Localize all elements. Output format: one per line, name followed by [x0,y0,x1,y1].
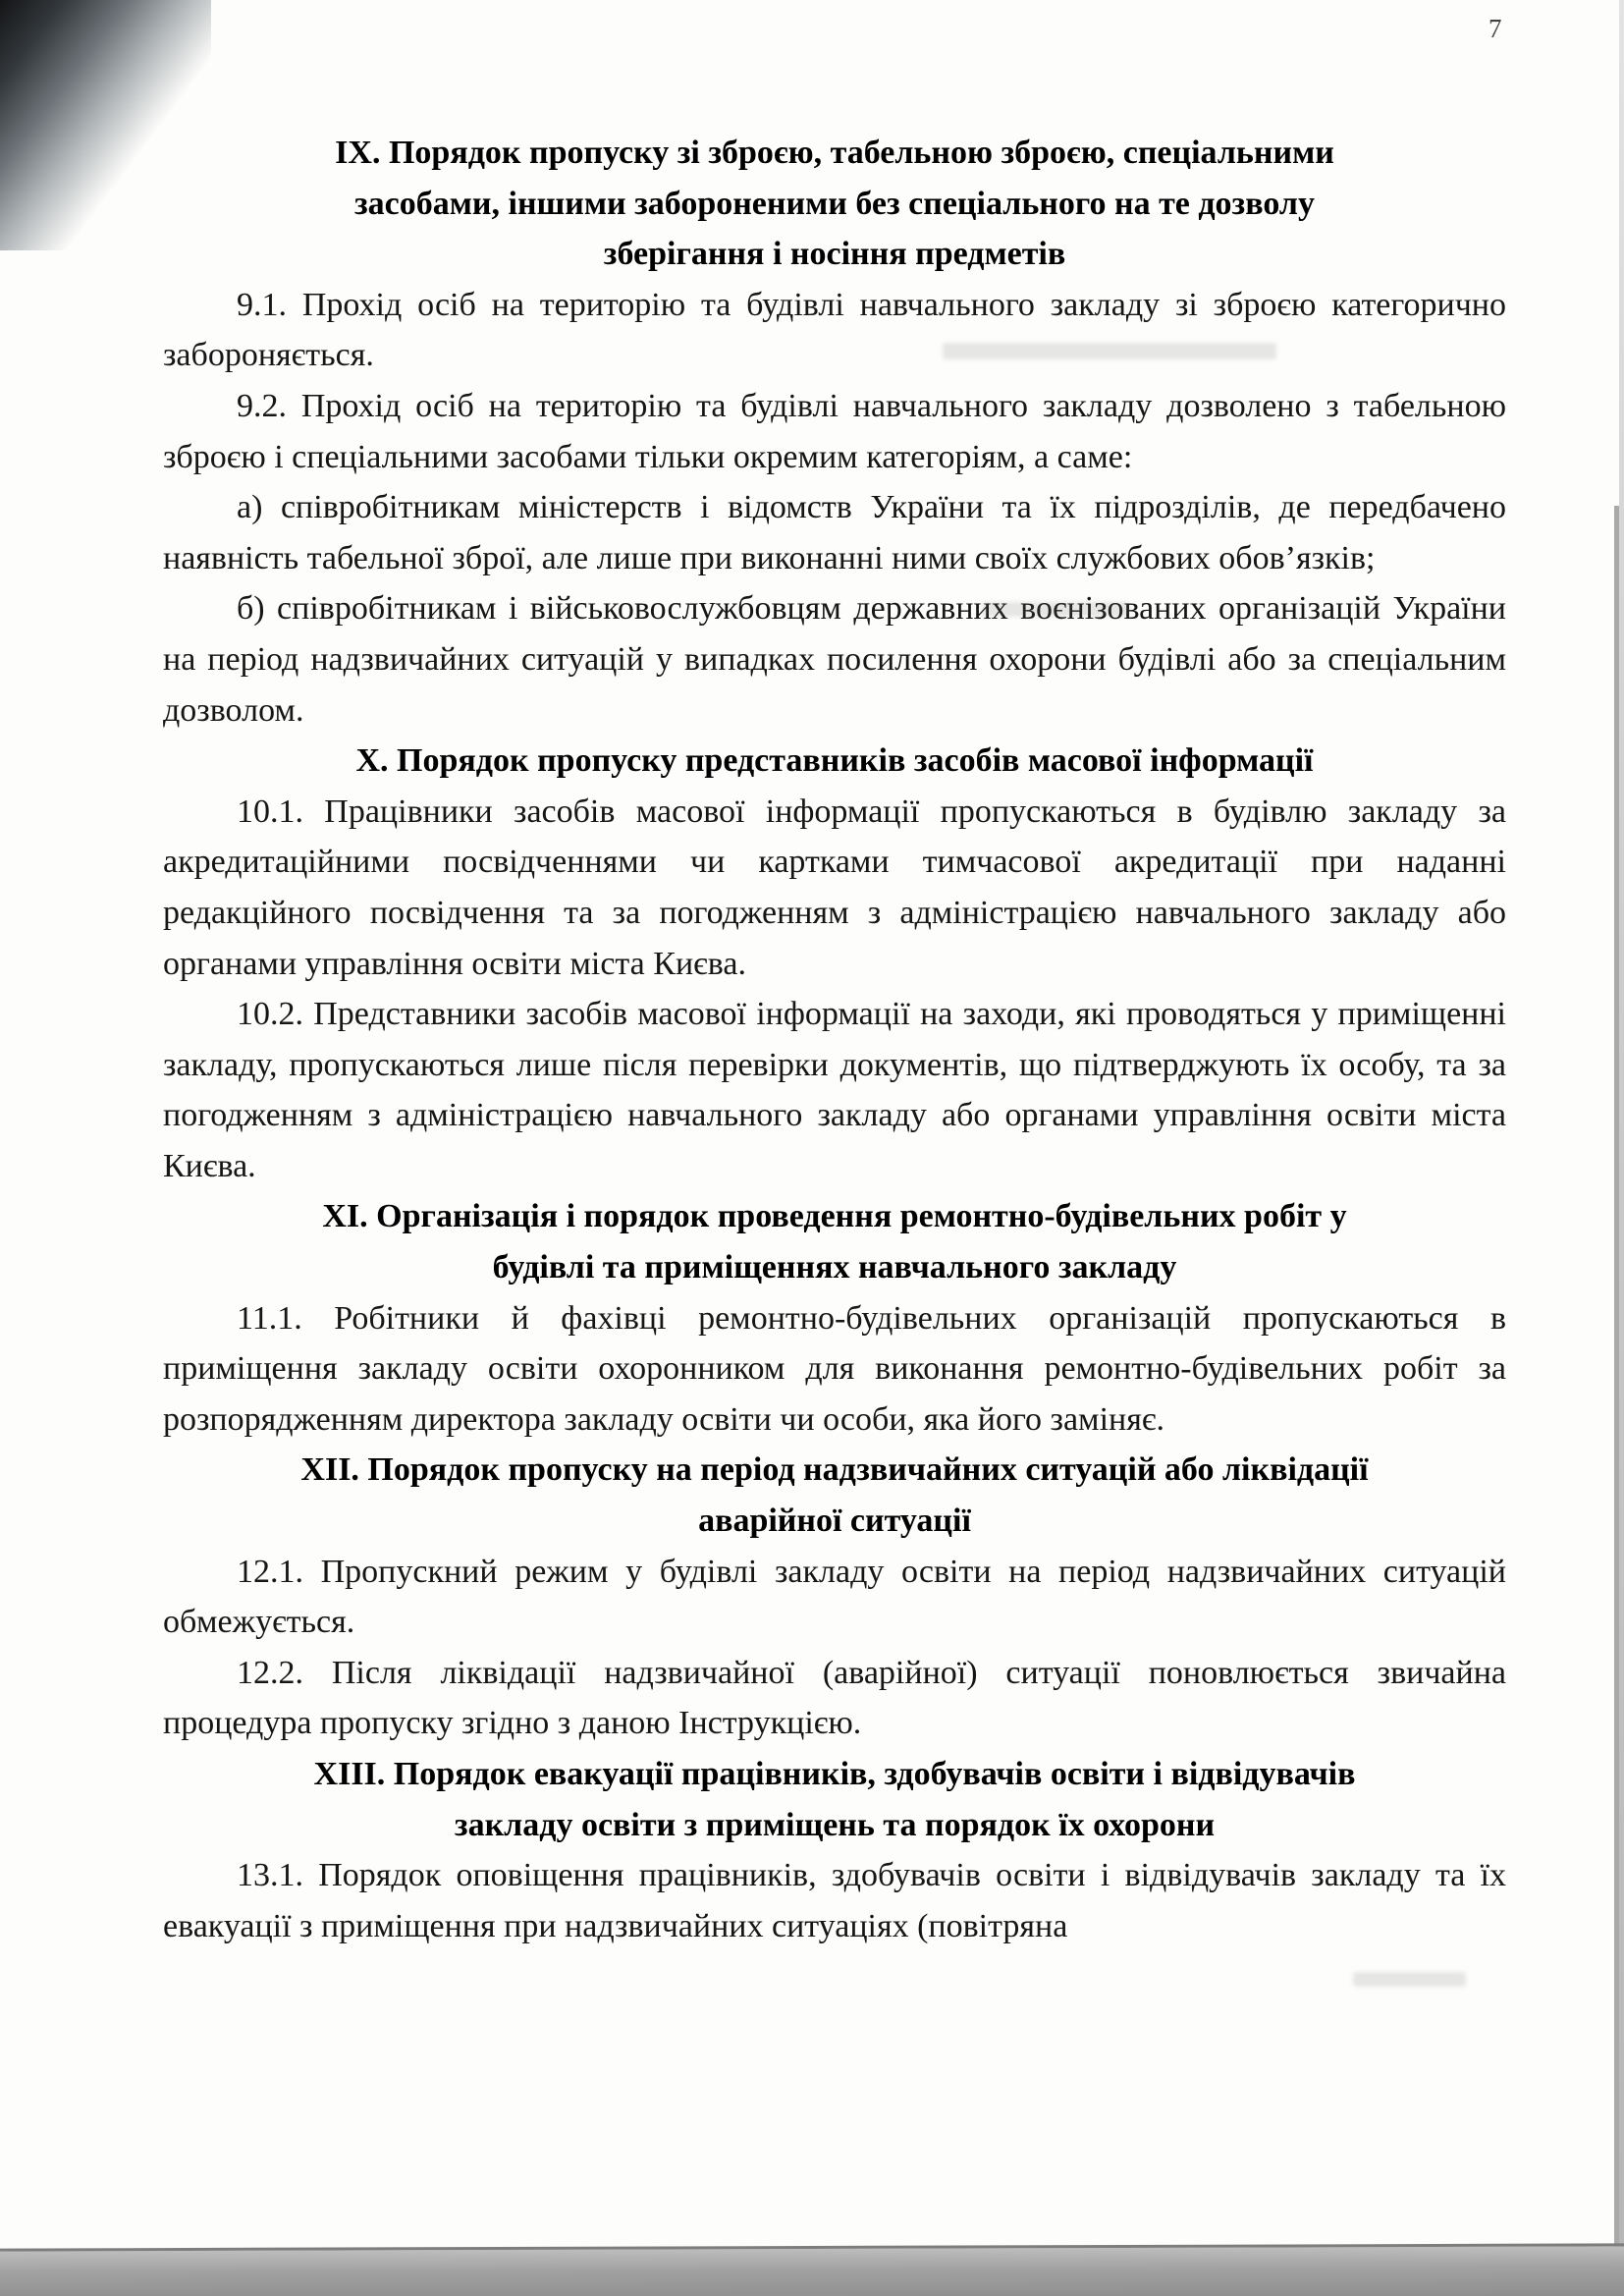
scanner-background-bottom [0,2243,1624,2296]
paragraph-9-2-item-b: б) співробітникам і військовослужбовцям державних воєнізованих організацій України на період надзвичайних ситуацій у випадках посилення охорони будівлі або за спеціальним дозволом. [163,590,1506,729]
section-xiii-heading-line-1: XIII. Порядок евакуації працівників, здобувачів освіти і відвідувачів [313,1756,1356,1792]
scan-right-edge [1619,0,1624,2296]
section-xii-heading-line-1: XII. Порядок пропуску на період надзвичайних ситуацій або ліквідації [300,1451,1369,1489]
paragraph-11-1: 11.1. Робітники й фахівці ремонтно-будівельних організацій пропускаються в приміщення закладу освіти охоронником для виконання ремонтно-будівельних робіт за розпорядженням директора закладу освіти чи особи, яка його заміняє. [163,1299,1506,1438]
document-text-block [163,128,1506,1951]
paragraph-9-1: 9.1. Прохід осіб на територію та будівлі навчального закладу зі зброєю категорично забороняється. [163,286,1506,374]
section-ix-heading-line-1: IX. Порядок пропуску зі зброєю, табельною зброєю, спеціальними [335,135,1334,171]
bleed-through-smudge [1353,1972,1466,1987]
paragraph-12-1: 12.1. Пропускний режим у будівлі закладу освіти на період надзвичайних ситуацій обмежується. [163,1553,1506,1641]
paragraph-12-2: 12.2. Після ліквідації надзвичайної (аварійної) ситуації поновлюється звичайна процедура пропуску згідно з даною Інструкцією. [163,1654,1506,1742]
section-ix-heading-line-2: засобами, іншими забороненими без спеціального на те дозволу [354,185,1315,222]
paragraph-9-2: 9.2. Прохід осіб на територію та будівлі навчального закладу дозволено з табельною зброєю і спеціальними засобами тільки окремим категоріям, а саме: [163,387,1506,475]
section-xiii-heading-line-2: закладу освіти з приміщень та порядок їх охорони [454,1806,1216,1843]
paper-right-edge-line [1614,506,1619,2255]
section-xi-heading-line-2: будівлі та приміщеннях навчального закладу [492,1249,1177,1286]
section-xii-heading-line-2: аварійної ситуації [698,1503,971,1540]
section-xi-heading-line-1: XI. Організація і порядок проведення ремонтно-будівельних робіт у [322,1198,1347,1235]
paragraph-9-2-item-a: а) співробітникам міністерств і відомств України та їх підрозділів, де передбачено наявність табельної зброї, але лише при виконанні ними своїх службових обов’язків; [163,489,1506,576]
section-x-heading-line-1: X. Порядок пропуску представників засобів масової інформації [355,742,1314,780]
paragraph-13-1: 13.1. Порядок оповіщення працівників, здобувачів освіти і відвідувачів закладу та їх евакуації з приміщення при надзвичайних ситуаціях (повітряна [163,1857,1506,1944]
section-ix-heading-line-3: зберігання і носіння предметів [603,236,1066,273]
page-number: 7 [1489,14,1502,43]
paragraph-10-1: 10.1. Працівники засобів масової інформації пропускаються в будівлю закладу за акредитаційними посвідченнями чи картками тимчасової акредитації при наданні редакційного посвідчення та за погодженням з адміністрацією навчального закладу або органами управління освіти міста Києва. [163,793,1506,982]
paragraph-10-2: 10.2. Представники засобів масової інформації на заходи, які проводяться у приміщенні закладу, пропускаються лише після перевірки документів, що підтверджують їх особу, та за погодженням з адміністрацією навчального закладу або органами управління освіти міста Києва. [163,996,1506,1184]
